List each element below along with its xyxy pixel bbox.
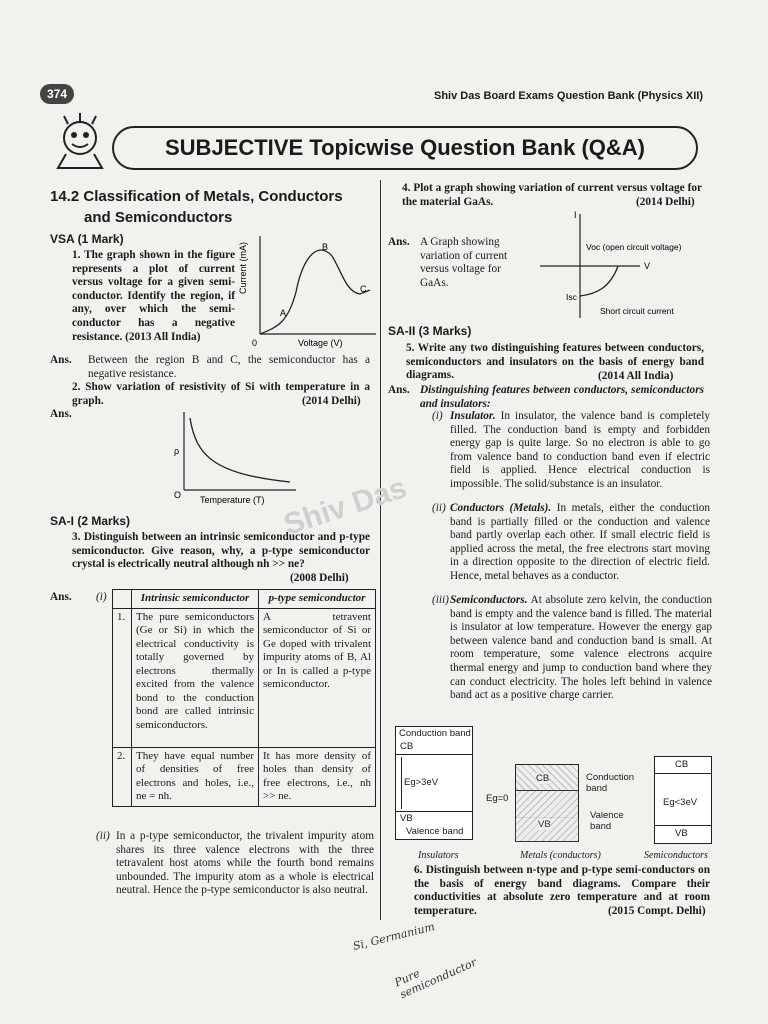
cb-label: CB	[400, 741, 414, 752]
origin-label: O	[174, 490, 182, 500]
semiconductors-caption: Semiconductors	[644, 850, 708, 861]
point-a-label: A	[280, 308, 287, 318]
insulator-band-diagram	[395, 726, 473, 840]
question-5-source: (2014 All India)	[598, 370, 674, 382]
semiconductor-band-diagram	[654, 756, 712, 844]
answer-3-part-i: (i)	[96, 591, 107, 603]
metal-vb-band	[515, 790, 579, 842]
question-4: 4. Plot a graph showing variation of current versus voltage for the material GaAs.	[402, 182, 702, 208]
v-axis-label: V	[644, 261, 651, 271]
cb-label: CB	[536, 773, 550, 784]
table-cell: They have equal number of densities of free electrons and holes, i.e., ne = nh.	[132, 747, 259, 806]
point-b-label: B	[322, 242, 329, 252]
y-axis-label: Current (mA)	[238, 241, 248, 294]
question-6-source: (2015 Compt. Delhi)	[608, 905, 706, 917]
question-2: 2. Show variation of resistivity of Si with temperature in a graph.	[72, 381, 370, 407]
answer-2-label: Ans.	[50, 408, 72, 420]
table-cell: The pure semiconductors (Ge or Si) in which the electrical conductivity is totally governed by electrons thermally excited from the valence bond to the conduction bond are called intrinsic semiconductors.	[132, 608, 259, 747]
question-5: 5. Write any two distinguishing features between conductors, semiconductors and insulators on the basis of energy band diagrams.	[406, 342, 704, 382]
isc-label: Isc	[566, 292, 577, 302]
answer-3-part-ii: In a p-type semiconductor, the trivalent impurity atom shares its three valence electrons with the three tetravalent host atoms while the fourth bond remains unbounded. The impurity atom as a whole is electrical neutral. Hence the p-type semiconductor is also neutral.	[116, 830, 374, 897]
table-header: Intrinsic semiconductor	[132, 590, 259, 609]
page-title: SUBJECTIVE Topicwise Question Bank (Q&A)	[112, 126, 698, 170]
i-axis-label: I	[574, 210, 577, 220]
x-axis-label: Voltage (V)	[298, 338, 343, 348]
x-axis-label: Temperature (T)	[200, 495, 265, 505]
semiconductor-text: At absolute zero kelvin, the conduction band is empty and the valence band is filled. The material is insulator at low temperature. However the energy gap between valence band and conduction band is small. At room temperature, some valence electrons acquire thermal energy and jump to conduction band where they can conduct electricity. The holes left behind in valence band act as a positive charge carrier.	[450, 594, 713, 702]
answer-1: Between the region B and C, the semiconductor has a negative resistance.	[88, 354, 370, 380]
handwritten-note: Si, Germanium	[351, 920, 437, 953]
table-cell: 1.	[113, 608, 132, 747]
answer-3-label: Ans.	[50, 591, 72, 603]
book-mascot-icon	[48, 110, 112, 174]
answer-1-label: Ans.	[50, 354, 72, 366]
answer-4-label: Ans.	[388, 236, 410, 248]
running-head: Shiv Das Board Exams Question Bank (Physics XII)	[434, 90, 703, 102]
question-4-source: (2014 Delhi)	[636, 196, 695, 208]
section-title: 14.2 Classification of Metals, Conductors	[50, 188, 343, 205]
resistivity-temperature-graph	[170, 408, 300, 506]
short-circuit-label: Short circuit current	[600, 306, 674, 316]
voc-label: Voc (open circuit voltage)	[586, 242, 682, 252]
table-row	[113, 608, 376, 747]
page-number: 374	[40, 84, 74, 104]
answer-5-item-label: (i)	[432, 410, 443, 422]
conduction-band-label: Conduction band	[399, 728, 471, 739]
column-divider	[380, 180, 381, 920]
answer-5-item-label: (ii)	[432, 502, 446, 514]
gaas-iv-graph	[536, 208, 706, 324]
sa2-heading: SA-II (3 Marks)	[388, 324, 472, 338]
gap-label: Eg>3eV	[404, 777, 439, 788]
question-3-source: (2008 Delhi)	[290, 572, 349, 584]
insulator-heading: Insulator.	[450, 410, 496, 422]
question-2-source: (2014 Delhi)	[302, 395, 361, 407]
question-1: 1. The graph shown in the figure represents a plot of current versus voltage for a given semi-conductor. Identify the region, if any, over which the semi-conductor has a negative resistance. (2013 All India)	[72, 249, 235, 343]
table-cell: A tetravent semiconductor of Si or Ge doped with trivalent impurity atoms of B, Al or In is called a p-type semiconductor.	[259, 608, 376, 747]
cb-label: CB	[675, 759, 689, 770]
vb-label: VB	[400, 813, 413, 824]
semiconductor-heading: Semiconductors.	[450, 594, 528, 606]
metal-gap-label: Eg=0	[486, 793, 509, 804]
watermark: Shiv Das	[279, 471, 411, 542]
gap-label: Eg<3eV	[663, 797, 698, 808]
table-cell: It has more density of holes than density of free electrons, i.e., nh >> ne.	[259, 747, 376, 806]
table-row	[113, 747, 376, 806]
table-header-blank	[113, 590, 132, 609]
y-axis-label: ρ	[174, 446, 180, 456]
point-c-label: C	[360, 284, 367, 294]
answer-4: A Graph showing variation of current versus voltage for GaAs.	[420, 236, 508, 289]
section-title-line2: and Semiconductors	[84, 209, 233, 226]
comparison-table	[112, 589, 376, 807]
answer-5-intro: Distinguishing features between conductors, semiconductors and insulators:	[420, 384, 704, 410]
metal-conduction-label: Conduction band	[586, 772, 635, 794]
origin-label: 0	[252, 338, 258, 348]
answer-5-item-label: (iii)	[432, 594, 449, 606]
insulators-caption: Insulators	[418, 850, 459, 861]
vb-label: VB	[675, 828, 688, 839]
current-voltage-graph	[238, 232, 380, 350]
sa1-heading: SA-I (2 Marks)	[50, 514, 131, 528]
conductor-text: In metals, either the conduction band is partially filled or the conduction and valence band partly overlap each other. If small electric field is applied across the metal, the free electrons start moving in a direction opposite to the direction of electric field. Hence, metal behaves as a conductor.	[450, 502, 711, 582]
insulator-text: In insulator, the valence band is completely filled. The conduction band is empty and forbidden energy gap is quite large. So no electron is able to go from valence band to conduction band even if electric field is applied. Hence electrical conduction is impossible. The solid/substance is an insulator.	[450, 410, 710, 490]
handwritten-note: Pure semiconductor	[392, 955, 479, 1002]
vsa-heading: VSA (1 Mark)	[50, 232, 124, 246]
answer-5-label: Ans.	[388, 384, 410, 396]
metals-caption: Metals (conductors)	[520, 850, 601, 861]
answer-3-part-ii-label: (ii)	[96, 830, 110, 842]
table-header: p-type semiconductor	[259, 590, 376, 609]
metal-valence-label: Valence band	[590, 810, 624, 832]
question-6: 6. Distinguish between n-type and p-type semi-conductors on the basis of energy band diagrams. Compare their conductivities at absolute zero temperature and at room temperature.	[414, 864, 710, 917]
question-3: 3. Distinguish between an intrinsic semiconductor and p-type semiconductor. Give reason, why, a p-type semiconductor crystal is electrically neutral although nh >> ne?	[72, 531, 370, 571]
vb-label: VB	[538, 819, 551, 830]
table-cell: 2.	[113, 747, 132, 806]
valence-band-label: Valence band	[406, 826, 464, 837]
conductor-heading: Conductors (Metals).	[450, 502, 552, 514]
